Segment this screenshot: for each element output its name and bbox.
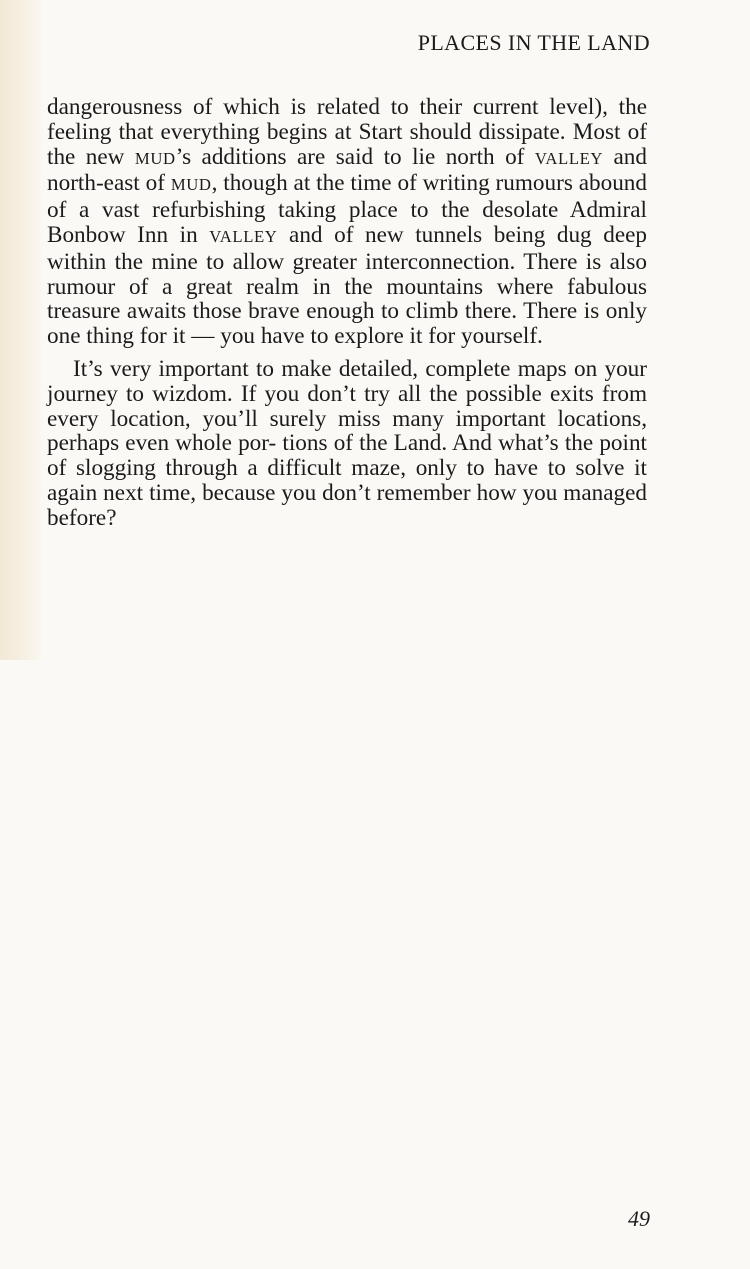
paragraph-2-text-1: It’s very important to make detailed, complete maps on your journey to wizdom. If you don’t try all the possible exits from every location, you’ll surely miss many important locations, perhaps even whole por-: [47, 355, 647, 457]
page-body: [47, 95, 647, 531]
small-caps-valley: VALLEY: [534, 148, 604, 168]
small-caps-valley: VALLEY: [209, 226, 278, 246]
paragraph-1-text-2: ’s additions are said to lie north of: [175, 143, 535, 170]
paragraph-1-text-4: , though at the time of writing rumours abound of a vast refurbishing taking place to the desolate Admiral Bonbow Inn in: [47, 170, 647, 248]
small-caps-mud: MUD: [170, 175, 212, 195]
paragraph-1-text-5: and of new tunnels being dug deep within the mine to allow greater interconnection. There is also rumour of a great realm in the mountains where fabulous treasure awaits those brave enough to climb there. There is only one thing for it — you have to explore it for yourself.: [47, 221, 648, 350]
paragraph-2: [47, 357, 647, 531]
page-number: 49: [628, 1206, 650, 1231]
scan-edge-shading: [0, 0, 44, 660]
paragraph-1: [47, 95, 647, 349]
paragraph-2-text-2: tions of the Land. And what’s the point of slogging through a difficult maze, only to have to solve it again next time, because you don’t remember how you managed before?: [47, 430, 647, 531]
paragraph-1-text-3: and north-east of: [47, 143, 647, 197]
paragraph-1-text-1: dangerousness of which is related to their current level), the feeling that everything begins at Start should dissipate. Most of the new: [47, 94, 647, 170]
running-header: PLACES IN THE LAND: [417, 30, 650, 55]
small-caps-mud: MUD: [134, 148, 176, 168]
